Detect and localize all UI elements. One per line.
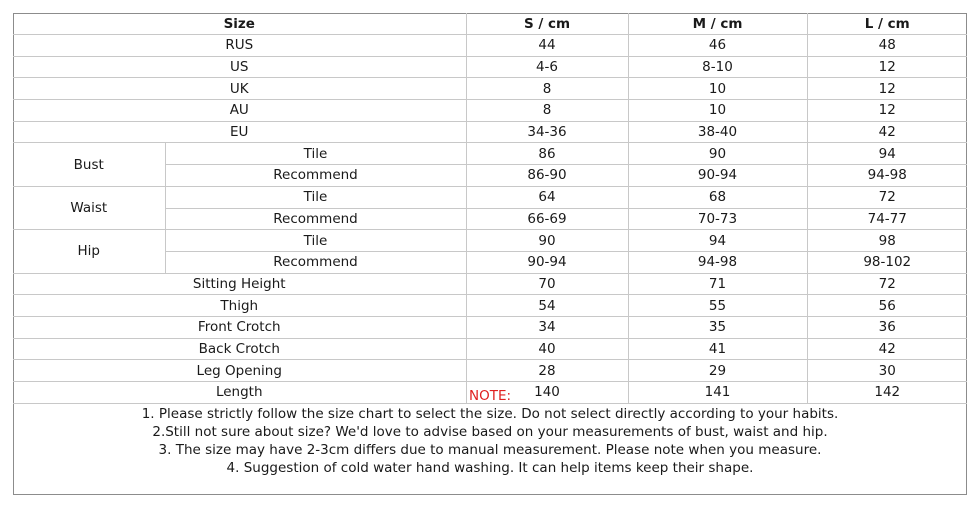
note-title: NOTE: — [468, 388, 512, 404]
size-value: 90-94 — [628, 165, 807, 187]
size-value: 70 — [466, 273, 628, 295]
size-value: 142 — [807, 382, 967, 404]
table-row — [13, 35, 967, 57]
header-s: S / cm — [466, 13, 628, 35]
size-value: 12 — [807, 100, 967, 122]
group-label: Hip — [13, 230, 165, 273]
size-value: 30 — [807, 360, 967, 382]
row-label: Length — [13, 382, 466, 404]
table-row — [13, 316, 967, 338]
size-value: 34 — [466, 316, 628, 338]
size-value: 42 — [807, 338, 967, 360]
size-value: 94 — [628, 230, 807, 252]
size-value: 34-36 — [466, 121, 628, 143]
size-value: 86 — [466, 143, 628, 165]
size-value: 70-73 — [628, 208, 807, 230]
row-label: EU — [13, 121, 466, 143]
size-value: 8-10 — [628, 56, 807, 78]
size-value: 90 — [628, 143, 807, 165]
size-value: 94 — [807, 143, 967, 165]
table-row — [13, 121, 967, 143]
table-row — [13, 78, 967, 100]
table-row — [13, 338, 967, 360]
size-value: 94-98 — [628, 251, 807, 273]
size-value: 68 — [628, 186, 807, 208]
size-value: 40 — [466, 338, 628, 360]
sub-row-label: Tile — [165, 186, 466, 208]
size-value: 71 — [628, 273, 807, 295]
note-line-1: 1. Please strictly follow the size chart to select the size. Do not select directly according to your habits. — [141, 406, 839, 422]
size-value: 10 — [628, 78, 807, 100]
table-row — [13, 100, 967, 122]
size-value: 46 — [628, 35, 807, 57]
size-value: 74-77 — [807, 208, 967, 230]
row-label: Sitting Height — [13, 273, 466, 295]
group-label: Bust — [13, 143, 165, 186]
size-value: 56 — [807, 295, 967, 317]
sub-row-label: Tile — [165, 143, 466, 165]
size-value: 90-94 — [466, 251, 628, 273]
table-row — [13, 230, 967, 252]
sub-row-label: Recommend — [165, 208, 466, 230]
size-value: 72 — [807, 186, 967, 208]
size-value: 44 — [466, 35, 628, 57]
header-size: Size — [13, 13, 466, 35]
size-value: 48 — [807, 35, 967, 57]
notes-section — [13, 387, 967, 477]
row-label: Front Crotch — [13, 316, 466, 338]
size-value: 98 — [807, 230, 967, 252]
size-value: 29 — [628, 360, 807, 382]
table-row — [13, 360, 967, 382]
group-label: Waist — [13, 186, 165, 229]
size-value: 36 — [807, 316, 967, 338]
size-value: 12 — [807, 78, 967, 100]
size-value: 12 — [807, 56, 967, 78]
header-m: M / cm — [628, 13, 807, 35]
size-value: 140 — [466, 382, 628, 404]
size-value: 72 — [807, 273, 967, 295]
row-label: UK — [13, 78, 466, 100]
size-value: 98-102 — [807, 251, 967, 273]
size-value: 90 — [466, 230, 628, 252]
size-chart-table — [13, 13, 967, 404]
size-value: 35 — [628, 316, 807, 338]
size-value: 66-69 — [466, 208, 628, 230]
sub-row-label: Tile — [165, 230, 466, 252]
size-value: 94-98 — [807, 165, 967, 187]
size-value: 64 — [466, 186, 628, 208]
header-row — [13, 13, 967, 35]
row-label: RUS — [13, 35, 466, 57]
size-value: 4-6 — [466, 56, 628, 78]
size-value: 28 — [466, 360, 628, 382]
note-line-2: 2.Still not sure about size? We'd love to advise based on your measurements of bust, waist and hip. — [152, 424, 828, 440]
sub-row-label: Recommend — [165, 251, 466, 273]
size-value: 8 — [466, 78, 628, 100]
table-row — [13, 56, 967, 78]
row-label: US — [13, 56, 466, 78]
table-row — [13, 143, 967, 165]
size-value: 10 — [628, 100, 807, 122]
size-value: 8 — [466, 100, 628, 122]
size-value: 42 — [807, 121, 967, 143]
sub-row-label: Recommend — [165, 165, 466, 187]
header-l: L / cm — [807, 13, 967, 35]
size-value: 86-90 — [466, 165, 628, 187]
note-line-4: 4. Suggestion of cold water hand washing. It can help items keep their shape. — [226, 460, 754, 476]
table-row — [13, 273, 967, 295]
size-value: 141 — [628, 382, 807, 404]
size-value: 54 — [466, 295, 628, 317]
row-label: Back Crotch — [13, 338, 466, 360]
row-label: Thigh — [13, 295, 466, 317]
size-value: 41 — [628, 338, 807, 360]
table-row — [13, 186, 967, 208]
size-value: 55 — [628, 295, 807, 317]
row-label: Leg Opening — [13, 360, 466, 382]
row-label: AU — [13, 100, 466, 122]
size-value: 38-40 — [628, 121, 807, 143]
note-line-3: 3. The size may have 2-3cm differs due to manual measurement. Please note when you measure. — [158, 442, 822, 458]
table-row — [13, 295, 967, 317]
